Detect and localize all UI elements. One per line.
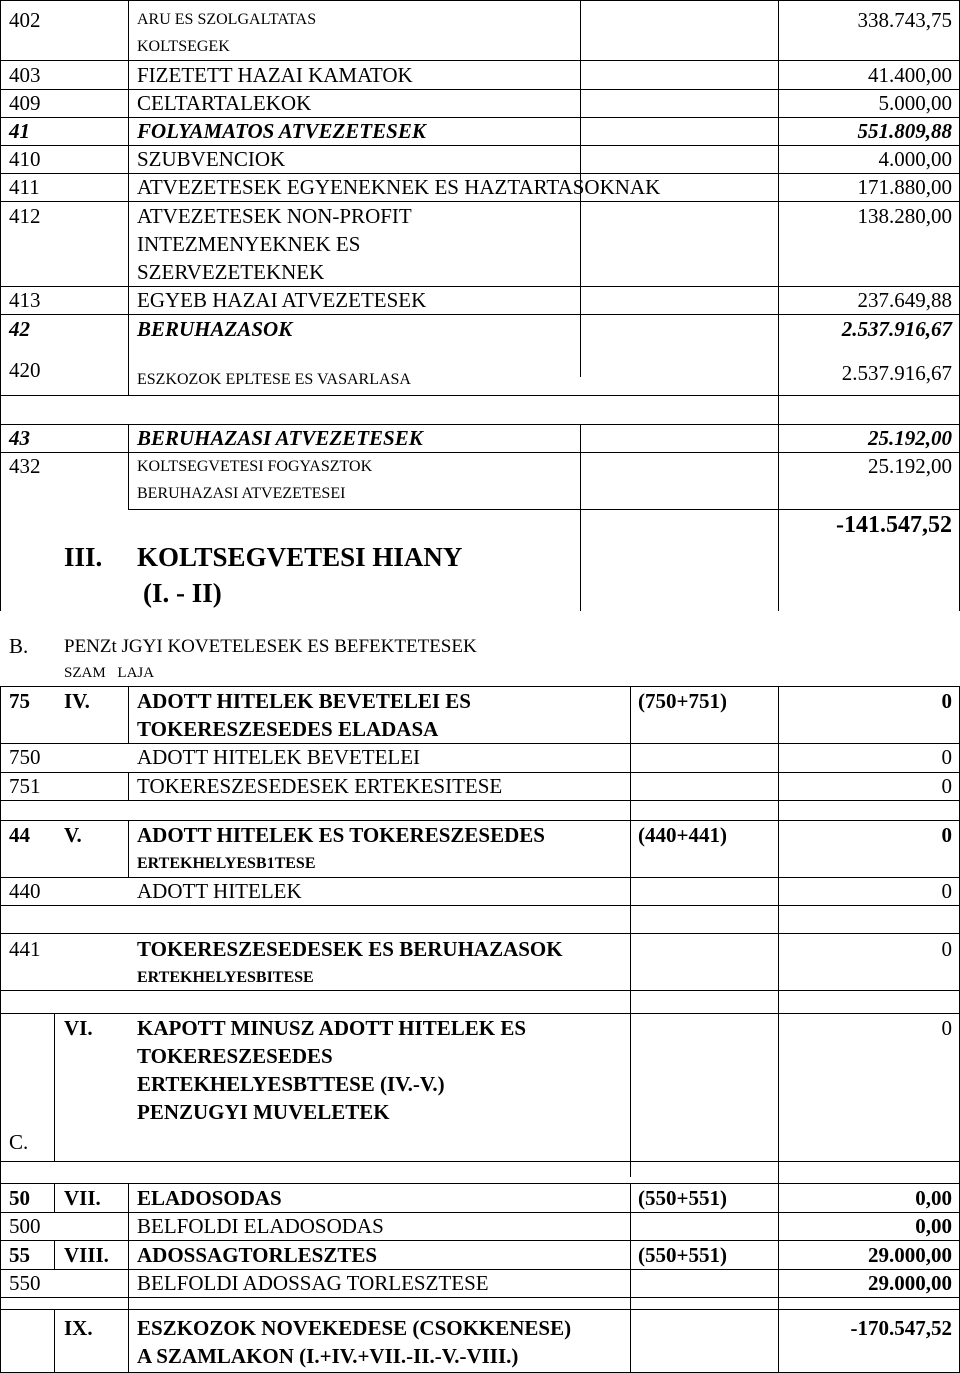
amount: 551.809,88 — [857, 119, 952, 143]
amount: 2.537.916,67 — [841, 361, 952, 385]
account-code: 500 — [9, 1214, 41, 1238]
formula: (440+441) — [638, 823, 727, 847]
row-label-continued: SZERVEZETEKNEK — [137, 260, 325, 284]
row-label: ADOTT HITELEK BEVETELEI — [137, 745, 421, 769]
rule — [0, 60, 960, 61]
row-label: ARU ES SZOLGALTATAS — [137, 11, 317, 28]
amount: 138.280,00 — [857, 204, 952, 228]
section-roman: V. — [64, 823, 82, 847]
row-label: TOKERESZESEDESEK ES BERUHAZASOK — [137, 937, 563, 961]
amount: 171.880,00 — [857, 175, 952, 199]
rule — [0, 0, 1, 611]
row-label-continued: ERTEKHELYESBTTESE (IV.-V.) — [137, 1072, 445, 1096]
amount: -141.547,52 — [836, 512, 952, 538]
rule — [128, 424, 129, 509]
account-code: 55 — [9, 1243, 30, 1267]
amount: 2.537.916,67 — [841, 317, 952, 341]
account-code: 75 — [9, 689, 30, 713]
rule — [54, 1240, 55, 1269]
rule — [0, 686, 1, 1373]
rule — [54, 1013, 55, 1161]
section-roman: III. — [64, 542, 103, 572]
rule — [0, 1309, 960, 1310]
amount: 0 — [941, 1016, 952, 1040]
amount: 0 — [941, 937, 952, 961]
row-label: ESZKOZOK EPLTESE ES VASARLASA — [137, 371, 411, 388]
amount: 25.192,00 — [868, 426, 952, 450]
rule — [0, 395, 960, 396]
row-label-continued: ERTEKHELYESB1TESE — [137, 855, 316, 872]
rule — [0, 145, 960, 146]
rule — [778, 0, 779, 611]
amount: 237.649,88 — [857, 288, 952, 312]
row-label-continued: KOLTSEGEK — [137, 38, 230, 55]
row-label: FIZETETT HAZAI KAMATOK — [137, 63, 413, 87]
account-code: 432 — [9, 454, 41, 478]
account-code: 41 — [9, 119, 30, 143]
row-label: KOLTSEGVETESI HIANY — [137, 542, 463, 572]
account-code: 440 — [9, 879, 41, 903]
account-code: 411 — [9, 175, 40, 199]
rule — [0, 1161, 960, 1162]
amount: 29.000,00 — [868, 1271, 952, 1295]
rule — [0, 0, 960, 1]
section-letter: C. — [9, 1130, 29, 1154]
row-label-continued: BERUHAZASI ATVEZETESEI — [137, 485, 346, 502]
rule — [0, 89, 960, 90]
row-label-continued: ERTEKHELYESBITESE — [137, 969, 314, 986]
rule — [0, 933, 960, 934]
row-label-continued: A SZAMLAKON (I.+IV.+VII.-II.-V.-VIII.) — [137, 1344, 519, 1368]
amount: 338.743,75 — [857, 8, 952, 32]
row-label: ADOTT HITELEK ES TOKERESZESEDES — [137, 823, 545, 847]
rule — [0, 1240, 960, 1241]
account-code: 441 — [9, 937, 41, 961]
rule — [128, 509, 960, 510]
row-label: KOLTSEGVETESI FOGYASZTOK — [137, 458, 373, 475]
account-code: 42 — [9, 317, 30, 341]
rule — [0, 1212, 960, 1213]
row-label: BELFOLDI ELADOSODAS — [137, 1214, 384, 1238]
amount: 25.192,00 — [868, 454, 952, 478]
row-label: TOKERESZESEDESEK ERTEKESITESE — [137, 774, 503, 798]
row-label: ESZKOZOK NOVEKEDESE (CSOKKENESE) — [137, 1316, 572, 1340]
row-label: SZUBVENCIOK — [137, 147, 286, 171]
row-label: ADOSSAGTORLESZTES — [137, 1243, 378, 1267]
section-title-continued: SZAM LAJA — [64, 665, 155, 681]
amount: 0 — [941, 745, 952, 769]
row-label-continued: TOKERESZESEDES — [137, 1044, 333, 1068]
row-label-continued: (I. - II) — [143, 578, 222, 608]
section-roman: IV. — [64, 689, 90, 713]
row-label: BELFOLDI ADOSSAG TORLESZTESE — [137, 1271, 489, 1295]
formula: (550+551) — [638, 1186, 727, 1210]
row-label: ATVEZETESEK NON-PROFIT — [137, 204, 412, 228]
amount: 0,00 — [915, 1214, 952, 1238]
account-code: 403 — [9, 63, 41, 87]
amount: 29.000,00 — [868, 1243, 952, 1267]
rule — [0, 800, 960, 801]
section-title: PENZt JGYI KOVETELESEK ES BEFEKTETESEK — [64, 636, 477, 657]
row-label-continued: PENZUGYI MUVELETEK — [137, 1100, 390, 1124]
account-code: 412 — [9, 204, 41, 228]
row-label: ADOTT HITELEK — [137, 879, 302, 903]
row-label: ATVEZETESEK EGYENEKNEK ES HAZTARTASOKNAK — [137, 175, 661, 199]
account-code: 550 — [9, 1271, 41, 1295]
section-roman: IX. — [64, 1316, 93, 1340]
account-code: 413 — [9, 288, 41, 312]
rule — [0, 743, 960, 744]
rule — [128, 686, 129, 743]
row-label: FOLYAMATOS ATVEZETESEK — [137, 119, 426, 143]
amount: 41.400,00 — [868, 63, 952, 87]
rule — [0, 905, 960, 906]
account-code: 751 — [9, 774, 41, 798]
amount: 0 — [941, 689, 952, 713]
rule — [0, 686, 960, 687]
rule — [0, 990, 960, 991]
amount: 0,00 — [915, 1186, 952, 1210]
amount: 5.000,00 — [878, 91, 952, 115]
account-code: 410 — [9, 147, 41, 171]
rule — [128, 820, 129, 877]
rule — [630, 686, 631, 1177]
row-label: ADOTT HITELEK BEVETELEI ES — [137, 689, 471, 713]
rule — [0, 286, 960, 287]
account-code: 402 — [9, 8, 41, 32]
account-code: 409 — [9, 91, 41, 115]
section-letter: B. — [9, 634, 29, 658]
rule — [128, 772, 129, 800]
rule — [778, 686, 779, 1373]
account-code: 420 — [9, 358, 41, 382]
rule — [128, 1183, 129, 1372]
account-code: 43 — [9, 426, 30, 450]
row-label: EGYEB HAZAI ATVEZETESEK — [137, 288, 427, 312]
rule — [54, 1183, 55, 1212]
rule — [630, 1183, 631, 1372]
section-roman: VII. — [64, 1186, 101, 1210]
amount: 4.000,00 — [878, 147, 952, 171]
row-label: KAPOTT MINUSZ ADOTT HITELEK ES — [137, 1016, 527, 1040]
rule — [0, 117, 960, 118]
amount: 0 — [941, 879, 952, 903]
rule — [0, 1269, 960, 1270]
amount: 0 — [941, 774, 952, 798]
rule — [0, 314, 960, 315]
account-code: 750 — [9, 745, 41, 769]
rule — [0, 772, 960, 773]
row-label: BERUHAZASI ATVEZETESEK — [137, 426, 423, 450]
rule — [0, 424, 960, 425]
row-label: CELTARTALEKOK — [137, 91, 312, 115]
account-code: 50 — [9, 1186, 30, 1210]
rule — [0, 1013, 960, 1014]
rule — [0, 452, 960, 453]
rule — [0, 173, 960, 174]
row-label: ELADOSODAS — [137, 1186, 282, 1210]
rule — [0, 1183, 960, 1184]
section-roman: VIII. — [64, 1243, 109, 1267]
section-roman: VI. — [64, 1016, 93, 1040]
row-label-continued: INTEZMENYEKNEK ES — [137, 232, 361, 256]
formula: (750+751) — [638, 689, 727, 713]
rule — [0, 820, 960, 821]
amount: -170.547,52 — [850, 1316, 952, 1340]
account-code: 44 — [9, 823, 30, 847]
formula: (550+551) — [638, 1243, 727, 1267]
rule — [0, 877, 960, 878]
row-label-continued: TOKERESZESEDES ELADASA — [137, 717, 439, 741]
row-label: BERUHAZASOK — [137, 317, 293, 341]
rule — [0, 1297, 960, 1298]
rule — [0, 201, 960, 202]
rule — [54, 1309, 55, 1372]
amount: 0 — [941, 823, 952, 847]
